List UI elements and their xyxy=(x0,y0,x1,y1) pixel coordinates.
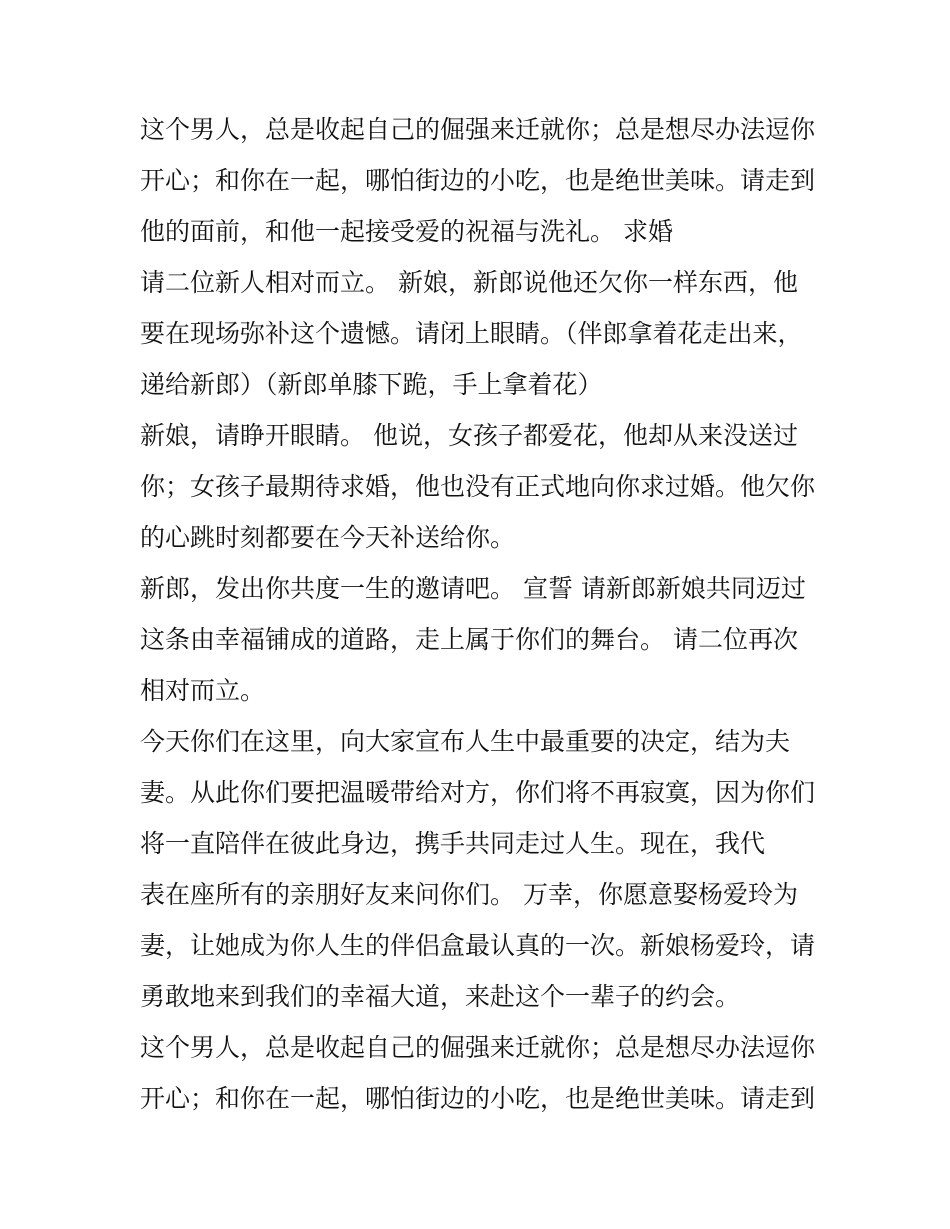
text-line: 开心；和你在一起，哪怕街边的小吃，也是绝世美味。请走到 xyxy=(140,1084,816,1113)
text-line: 新郎，发出你共度一生的邀请吧。 宣誓 请新郎新娘共同迈过 xyxy=(140,574,806,603)
text-line: 勇敢地来到我们的幸福大道，来赴这个一辈子的约会。 xyxy=(140,982,741,1011)
text-line: 你；女孩子最期待求婚，他也没有正式地向你求过婚。他欠你 xyxy=(140,472,816,501)
document-body xyxy=(140,104,830,1124)
text-line: 表在座所有的亲朋好友来问你们。 万幸，你愿意娶杨爱玲为 xyxy=(140,880,798,909)
text-line: 这条由幸福铺成的道路，走上属于你们的舞台。 请二位再次 xyxy=(140,625,798,654)
text-line: 妻，让她成为你人生的伴侣盒最认真的一次。新娘杨爱玲，请 xyxy=(140,931,816,960)
text-line: 开心；和你在一起，哪怕街边的小吃，也是绝世美味。请走到 xyxy=(140,166,816,195)
text-line: 将一直陪伴在彼此身边，携手共同走过人生。现在，我代 xyxy=(140,829,766,858)
text-line: 今天你们在这里，向大家宣布人生中最重要的决定，结为夫 xyxy=(140,727,791,756)
text-line: 的心跳时刻都要在今天补送给你。 xyxy=(140,523,516,552)
text-line: 递给新郎）（新郎单膝下跪，手上拿着花） xyxy=(140,370,603,399)
text-line: 他的面前，和他一起接受爱的祝福与洗礼。 求婚 xyxy=(140,217,673,246)
text-line: 新娘，请睁开眼睛。 他说，女孩子都爱花，他却从来没送过 xyxy=(140,421,798,450)
text-line: 妻。从此你们要把温暖带给对方，你们将不再寂寞，因为你们 xyxy=(140,778,816,807)
text-line: 这个男人，总是收起自己的倔强来迁就你；总是想尽办法逗你 xyxy=(140,1033,816,1062)
text-line: 这个男人，总是收起自己的倔强来迁就你；总是想尽办法逗你 xyxy=(140,115,816,144)
text-line: 要在现场弥补这个遗憾。请闭上眼睛。（伴郎拿着花走出来， xyxy=(140,319,803,348)
text-line: 请二位新人相对而立。 新娘，新郎说他还欠你一样东西，他 xyxy=(140,268,798,297)
text-line: 相对而立。 xyxy=(140,676,266,705)
